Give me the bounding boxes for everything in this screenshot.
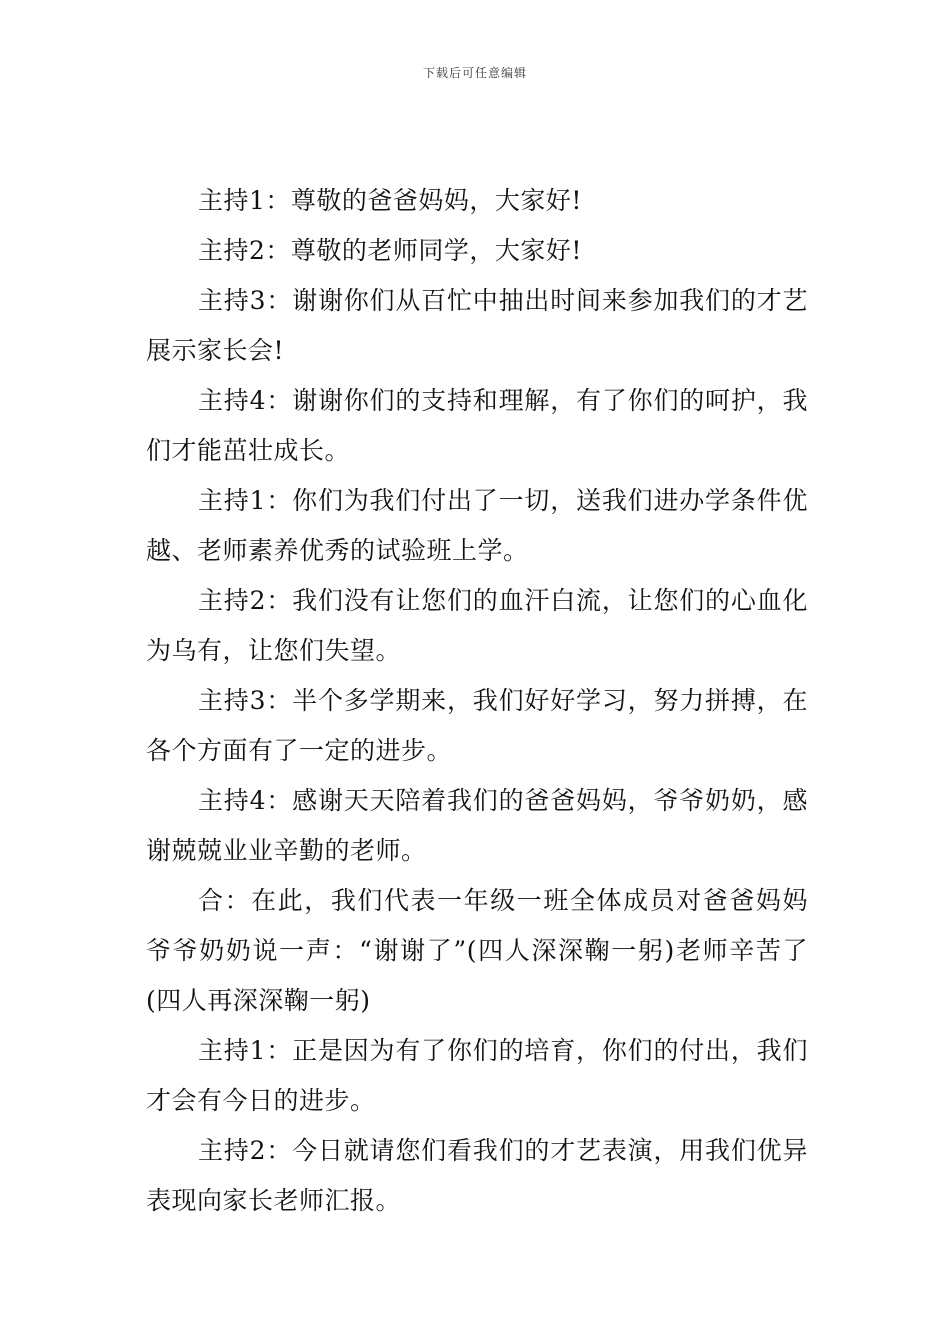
paragraph: 主持1：尊敬的爸爸妈妈，大家好! [198, 186, 582, 215]
document-body [146, 176, 808, 1226]
paragraph: 主持3：谢谢你们从百忙中抽出时间来参加我们的才艺展示家长会! [146, 286, 808, 365]
page-header: 下载后可任意编辑 [422, 66, 527, 80]
paragraph: 合：在此，我们代表一年级一班全体成员对爸爸妈妈爷爷奶奶说一声：“谢谢了”(四人深深鞠一躬)老师辛苦了(四人再深深鞠一躬) [146, 886, 808, 1015]
paragraph: 主持1：正是因为有了你们的培育，你们的付出，我们才会有今日的进步。 [146, 1036, 808, 1115]
paragraph: 主持4：感谢天天陪着我们的爸爸妈妈，爷爷奶奶，感谢兢兢业业辛勤的老师。 [146, 786, 808, 865]
paragraph: 主持1：你们为我们付出了一切，送我们进办学条件优越、老师素养优秀的试验班上学。 [146, 486, 808, 565]
paragraph: 主持3：半个多学期来，我们好好学习，努力拼搏，在各个方面有了一定的进步。 [146, 686, 808, 765]
paragraph: 主持2：尊敬的老师同学，大家好! [198, 236, 582, 265]
paragraph: 主持2：我们没有让您们的血汗白流，让您们的心血化为乌有，让您们失望。 [146, 586, 808, 665]
paragraph: 主持4：谢谢你们的支持和理解，有了你们的呵护，我们才能茁壮成长。 [146, 386, 808, 465]
paragraph: 主持2：今日就请您们看我们的才艺表演，用我们优异表现向家长老师汇报。 [146, 1136, 808, 1215]
